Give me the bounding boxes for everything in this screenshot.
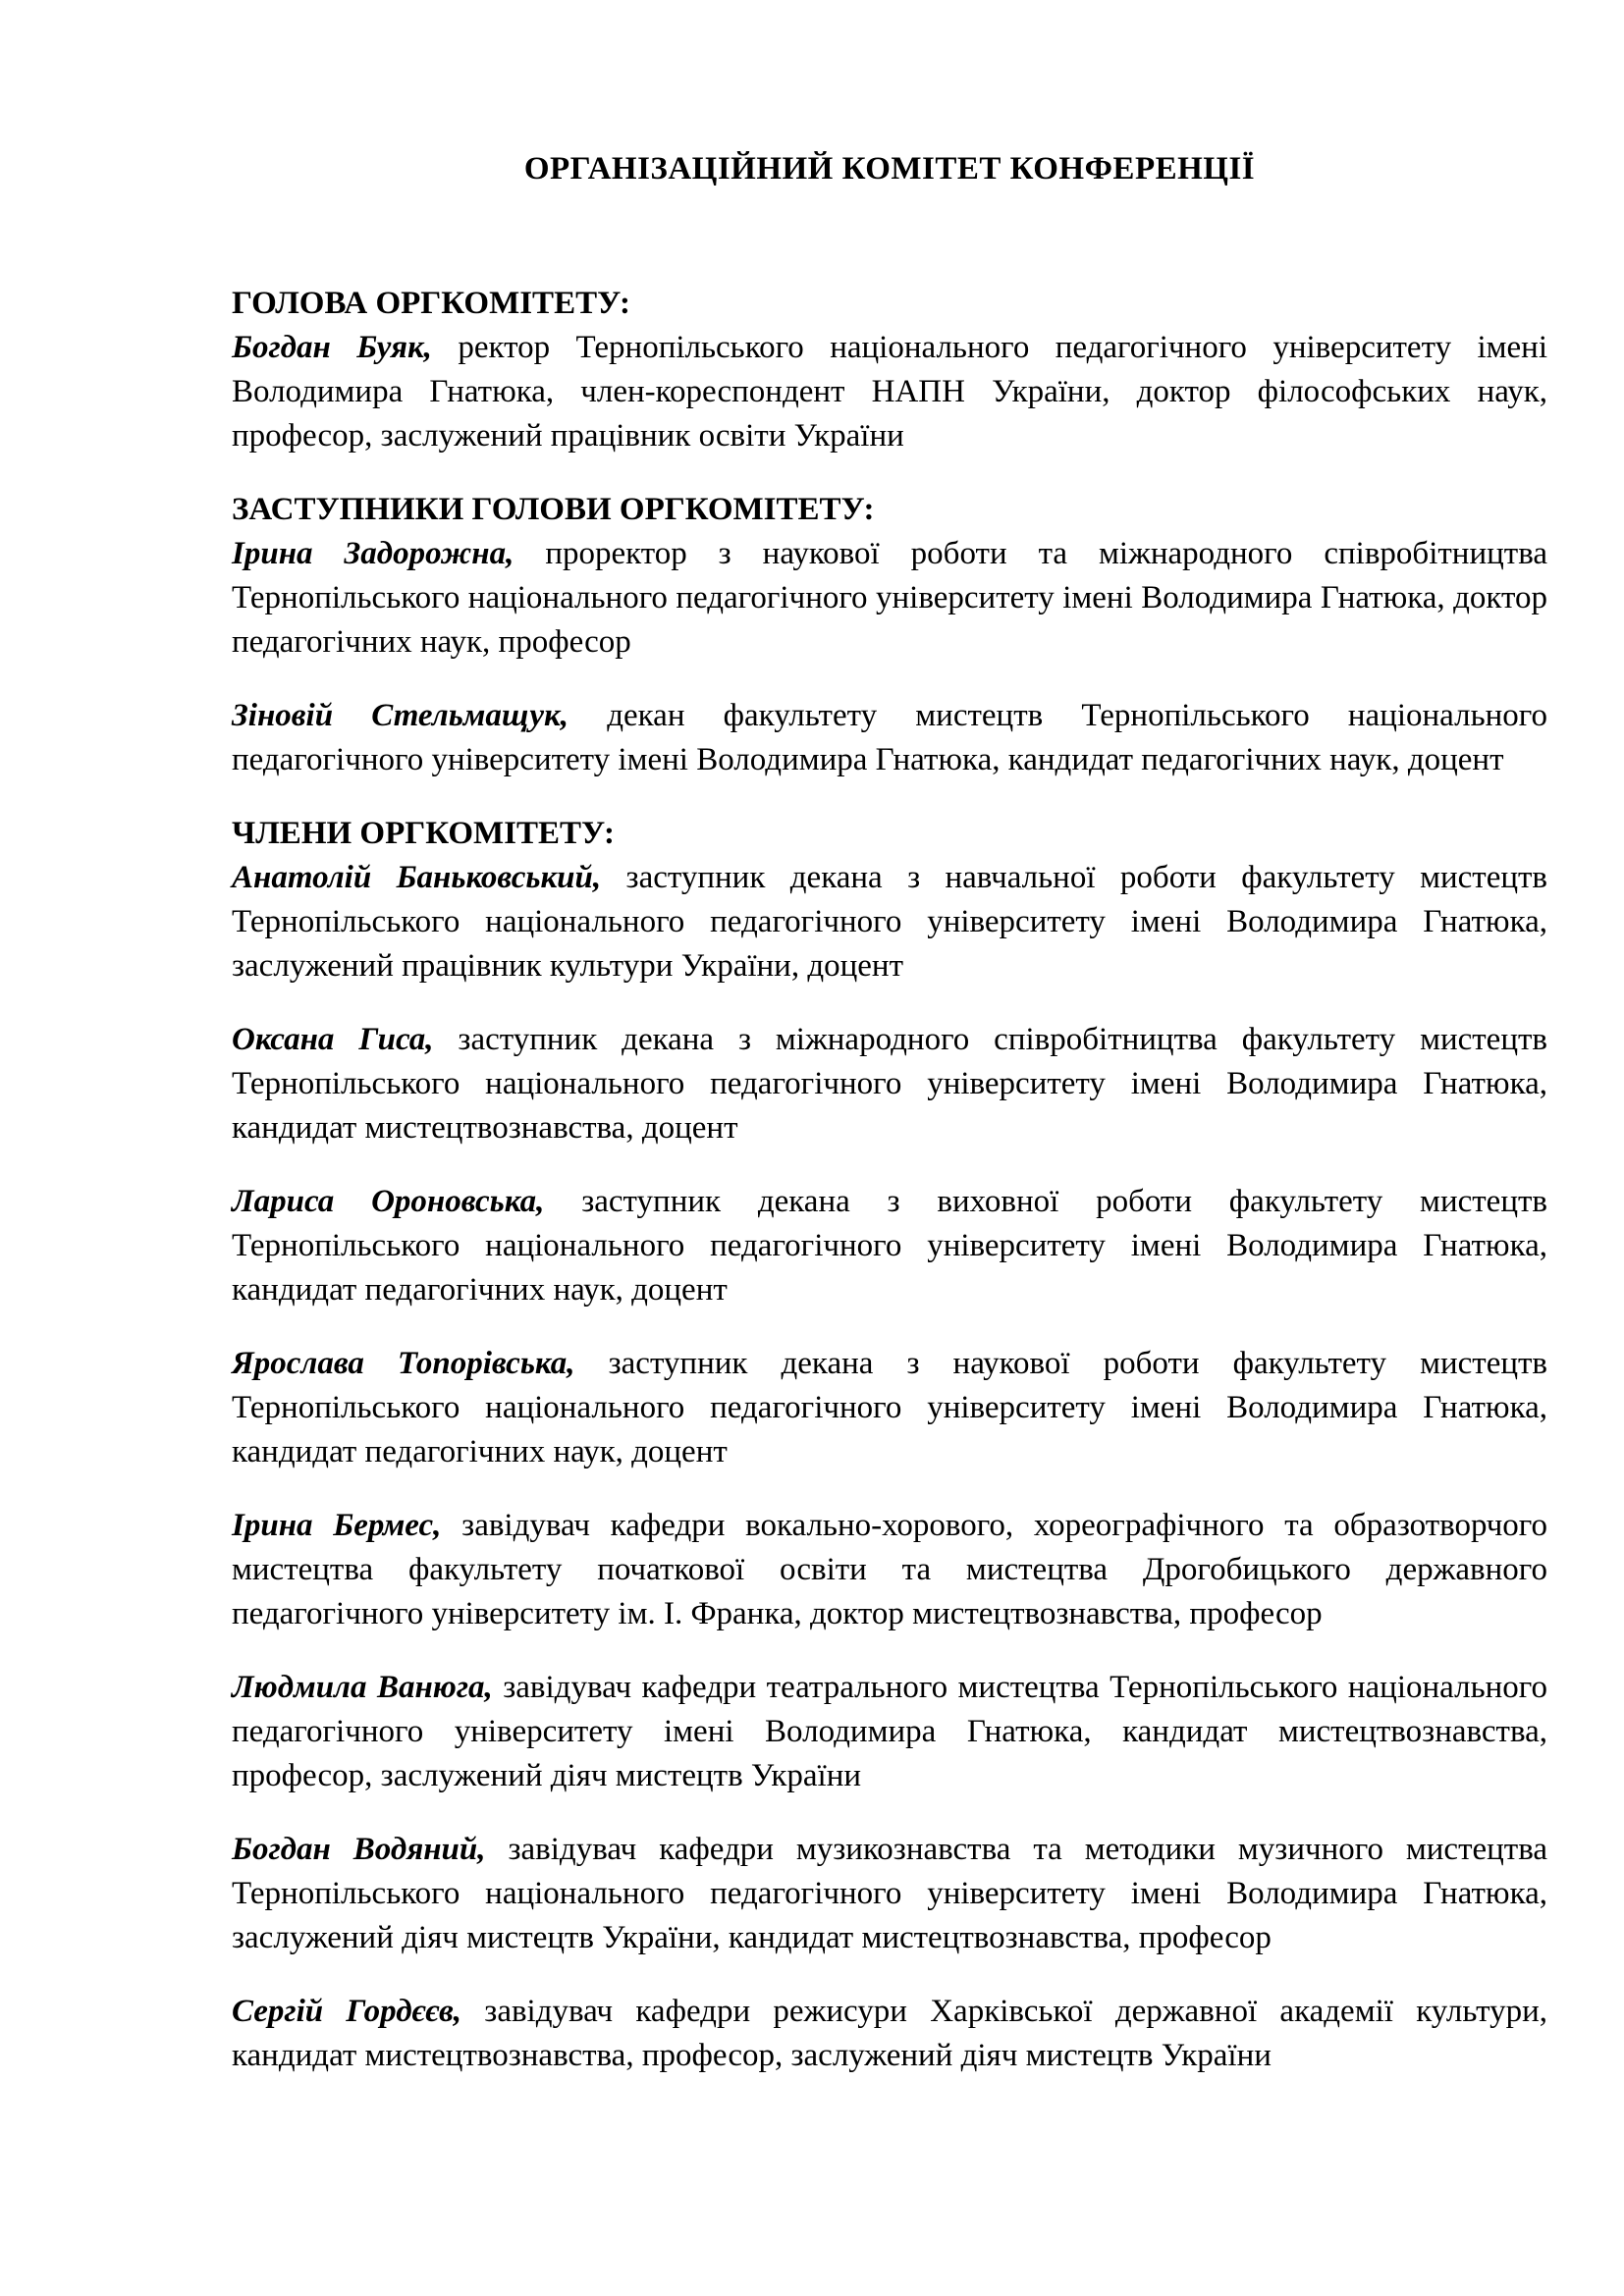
member-role: завідувач кафедри театрального мистецтва Тернопільського національного педагогічного університету імені Володимира Гнатюка, кандидат мистецтвознавства, професор, заслужений діяч мистецтв України [232, 1670, 1547, 1793]
section-heading: ЗАСТУПНИКИ ГОЛОВИ ОРГКОМІТЕТУ: [232, 492, 875, 527]
member-role: завідувач кафедри режисури Харківської державної академії культури, кандидат мистецтвознавства, професор, заслужений діяч мистецтв України [232, 1994, 1548, 2073]
member-name: Ірина Задорожна, [232, 536, 514, 571]
member-paragraph [232, 1180, 1547, 1312]
member-paragraph [232, 1666, 1547, 1798]
section-heading: ЧЛЕНИ ОРГКОМІТЕТУ: [232, 816, 615, 851]
member-name: Людмила Ванюга, [232, 1670, 493, 1705]
member-paragraph [232, 1504, 1547, 1636]
member-paragraph [232, 694, 1547, 782]
member-paragraph [232, 1990, 1547, 2078]
member-role: заступник декана з навчальної роботи факультету мистецтв Тернопільського національного педагогічного університету імені Володимира Гнатюка, заслужений працівник культури України, доцент [232, 860, 1547, 984]
page-title: ОРГАНІЗАЦІЙНИЙ КОМІТЕТ КОНФЕРЕНЦІЇ [523, 151, 1256, 187]
member-role: ректор Тернопільського національного педагогічного університету імені Володимира Гнатюка, член-кореспондент НАПН України, доктор філософських наук, професор, заслужений працівник освіти України [232, 330, 1547, 454]
member-role: декан факультету мистецтв Тернопільського національного педагогічного університету імені Володимира Гнатюка, кандидат педагогічних наук, доцент [232, 698, 1548, 777]
member-name: Зіновій Стельмащук, [232, 698, 569, 733]
member-paragraph [232, 1342, 1547, 1474]
member-role: заступник декана з виховної роботи факультету мистецтв Тернопільського національного педагогічного університету імені Володимира Гнатюка, кандидат педагогічних наук, доцент [232, 1184, 1547, 1308]
member-name: Ярослава Топорівська, [232, 1346, 575, 1381]
member-role: проректор з наукової роботи та міжнародного співробітництва Тернопільського національного педагогічного університету імені Володимира Гнатюка, доктор педагогічних наук, професор [232, 536, 1547, 660]
section-heading: ГОЛОВА ОРГКОМІТЕТУ: [232, 286, 631, 321]
member-role: завідувач кафедри музикознавства та методики музичного мистецтва Тернопільського національного педагогічного університету імені Володимира Гнатюка, заслужений діяч мистецтв України, кандидат мистецтвознавства, професор [232, 1832, 1548, 1955]
member-name: Богдан Водяний, [232, 1832, 486, 1867]
member-name: Оксана Гиса, [232, 1022, 434, 1057]
member-role: заступник декана з міжнародного співробітництва факультету мистецтв Тернопільського національного педагогічного університету імені Володимира Гнатюка, кандидат мистецтвознавства, доцент [232, 1022, 1547, 1146]
member-paragraph [232, 1018, 1547, 1150]
member-role: заступник декана з наукової роботи факультету мистецтв Тернопільського національного педагогічного університету імені Володимира Гнатюка, кандидат педагогічних наук, доцент [232, 1346, 1547, 1469]
member-paragraph [232, 1828, 1547, 1960]
member-role: завідувач кафедри вокально-хорового, хореографічного та образотворчого мистецтва факультету початкової освіти та мистецтва Дрогобицького державного педагогічного університету ім. І. Франка, доктор мистецтвознавства, професор [232, 1508, 1548, 1631]
committee-sections [232, 282, 1547, 2078]
member-name: Ірина Бермес, [232, 1508, 442, 1543]
member-paragraph [232, 532, 1547, 665]
member-paragraph [232, 856, 1547, 988]
member-name: Богдан Буяк, [232, 330, 432, 365]
member-name: Лариса Ороновська, [232, 1184, 545, 1219]
member-name: Анатолій Баньковський, [232, 860, 602, 895]
member-paragraph [232, 326, 1547, 458]
member-name: Сергій Гордєєв, [232, 1994, 461, 2029]
